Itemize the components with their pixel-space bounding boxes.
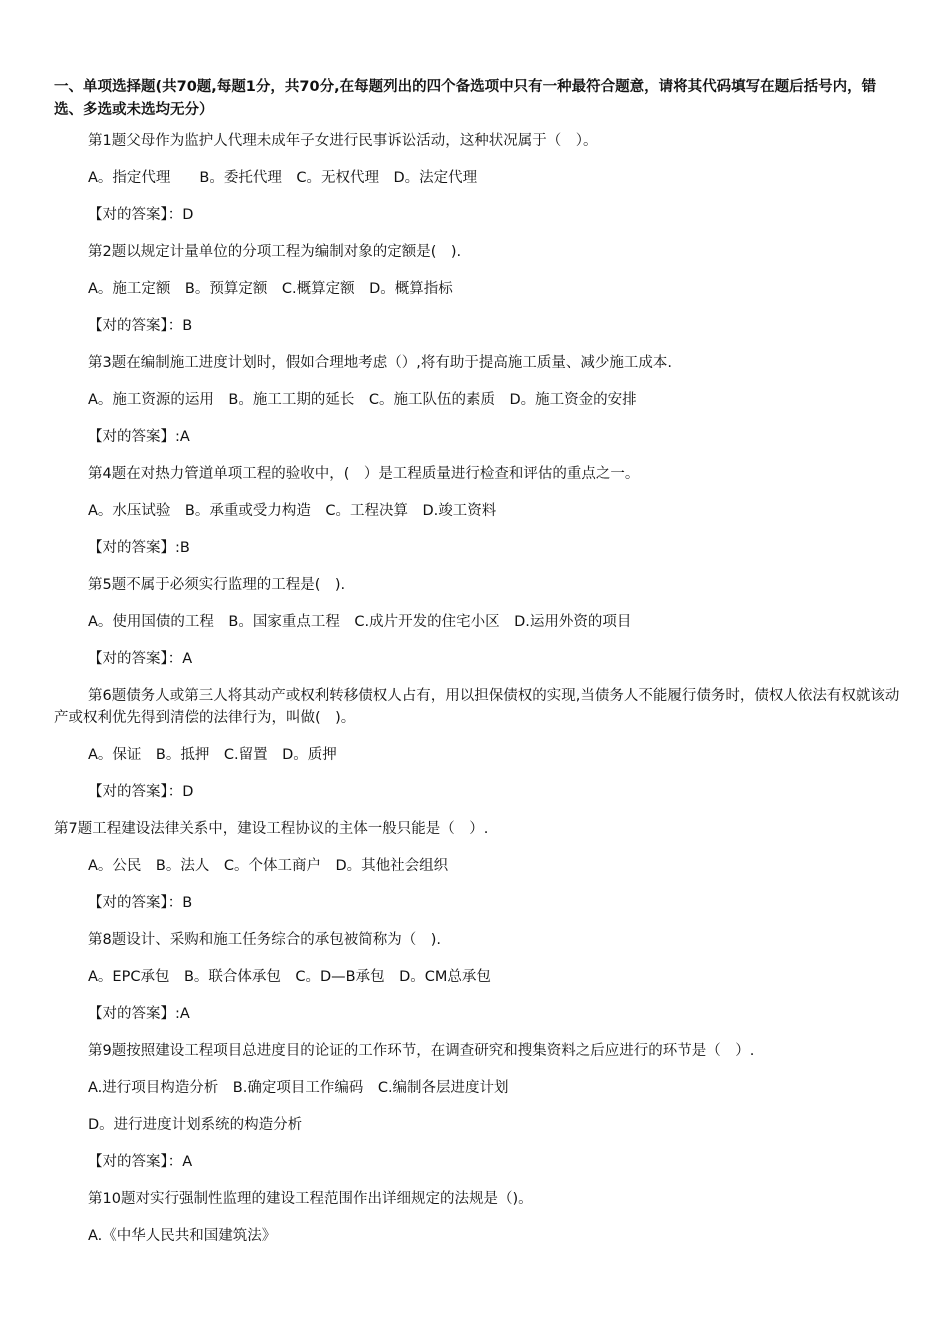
- document-page: [54, 76, 900, 1262]
- question-options-9-line-2: D。进行进度计划系统的构造分析: [88, 1117, 303, 1133]
- question-stem-9: 第9题按照建设工程项目总进度目的论证的工作环节，在调查研究和搜集资料之后应进行的环节是（ ）.: [88, 1043, 755, 1059]
- question-options-4: A。水压试验 B。承重或受力构造 C。工程决算 D.竣工资料: [88, 503, 497, 519]
- question-options-6: A。保证 B。抵押 C.留置 D。质押: [88, 747, 337, 763]
- question-options-10: A.《中华人民共和国建筑法》: [88, 1228, 277, 1244]
- question-answer-8: 【对的答案】:A: [88, 1006, 190, 1022]
- question-stem-4: 第4题在对热力管道单项工程的验收中，( ）是工程质量进行检查和评估的重点之一。: [88, 466, 640, 482]
- question-answer-3: 【对的答案】:A: [88, 429, 190, 445]
- question-answer-6: 【对的答案】：D: [88, 784, 194, 800]
- question-stem-10: 第10题对实行强制性监理的建设工程范围作出详细规定的法规是（)。: [88, 1191, 533, 1207]
- question-stem-7: 第7题工程建设法律关系中，建设工程协议的主体一般只能是（ ）.: [54, 821, 489, 837]
- question-stem-3: 第3题在编制施工进度计划时，假如合理地考虑（）,将有助于提高施工质量、减少施工成本.: [88, 355, 672, 371]
- question-options-8: A。EPC承包 B。联合体承包 C。D—B承包 D。CM总承包: [88, 969, 491, 985]
- question-stem-2: 第2题以规定计量单位的分项工程为编制对象的定额是( ).: [88, 244, 462, 260]
- question-options-9: A.进行项目构造分析 B.确定项目工作编码 C.编制各层进度计划: [88, 1080, 509, 1096]
- section-heading: 一、单项选择题(共70题,每题1分，共70分,在每题列出的四个备选项中只有一种最符合题意，请将其代码填写在题后括号内，错选、多选或未选均无分）: [54, 79, 877, 118]
- question-answer-9: 【对的答案】：A: [88, 1154, 193, 1170]
- question-options-3: A。施工资源的运用 B。施工工期的延长 C。施工队伍的素质 D。施工资金的安排: [88, 392, 637, 408]
- question-answer-2: 【对的答案】：B: [88, 318, 193, 334]
- question-options-5: A。使用国债的工程 B。国家重点工程 C.成片开发的住宅小区 D.运用外资的项目: [88, 614, 632, 630]
- question-options-1: A。指定代理 B。委托代理 C。无权代理 D。法定代理: [88, 170, 478, 186]
- question-options-7: A。公民 B。法人 C。个体工商户 D。其他社会组织: [88, 858, 449, 874]
- question-options-2: A。施工定额 B。预算定额 C.概算定额 D。概算指标: [88, 281, 453, 297]
- question-answer-5: 【对的答案】：A: [88, 651, 193, 667]
- question-stem-1: 第1题父母作为监护人代理未成年子女进行民事诉讼活动，这种状况属于（ ）。: [88, 133, 598, 149]
- question-stem-8: 第8题设计、采购和施工任务综合的承包被简称为（ ).: [88, 932, 441, 948]
- question-answer-1: 【对的答案】：D: [88, 207, 194, 223]
- question-stem-6: 第6题债务人或第三人将其动产或权利转移债权人占有，用以担保债权的实现,当债务人不能履行债务时，债权人依法有权就该动产或权利优先得到清偿的法律行为，叫做( )。: [54, 688, 900, 726]
- question-answer-4: 【对的答案】:B: [88, 540, 190, 556]
- question-stem-5: 第5题不属于必须实行监理的工程是( ).: [88, 577, 346, 593]
- question-answer-7: 【对的答案】：B: [88, 895, 193, 911]
